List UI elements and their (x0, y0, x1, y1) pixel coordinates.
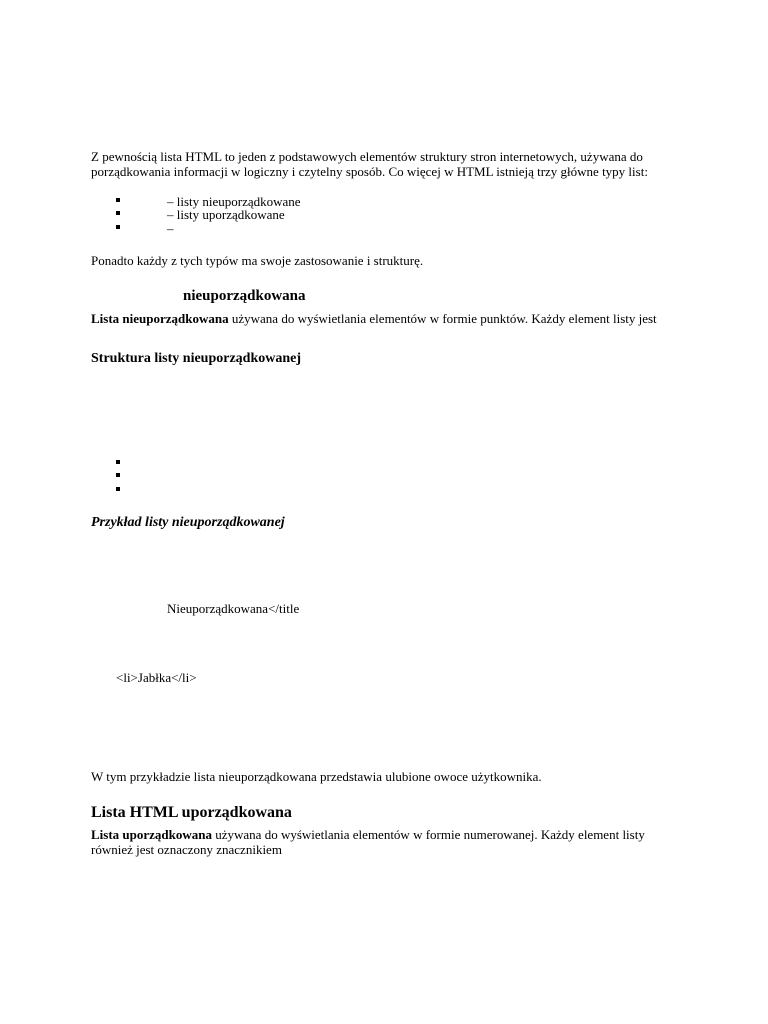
ordered-description-rest: używana do wyświetlania elementów w formie numerowanej. Każdy element listy (212, 827, 645, 842)
ordered-description-bold: Lista uporządkowana (91, 827, 212, 842)
unordered-description-rest: używana do wyświetlania elementów w formie punktów. Każdy element listy jest (228, 311, 657, 326)
bullet-icon (116, 198, 120, 202)
structure-heading: Struktura listy nieuporządkowanej (91, 351, 302, 366)
list-item: – listy uporządkowane (167, 207, 285, 222)
bullet-icon (116, 473, 120, 477)
list-item: – listy nieuporządkowane (167, 194, 301, 209)
unordered-heading: nieuporządkowana (183, 288, 306, 304)
summary-text: Ponadto każdy z tych typów ma swoje zastosowanie i strukturę. (91, 253, 424, 268)
code-li-line: <li>Jabłka</li> (116, 670, 197, 685)
ordered-description (91, 827, 645, 842)
list-item: – (167, 221, 174, 236)
conclusion-text: W tym przykładzie lista nieuporządkowana przedstawia ulubione owoce użytkownika. (91, 769, 542, 784)
bullet-icon (116, 460, 120, 464)
bullet-icon (116, 487, 120, 491)
bullet-icon (116, 211, 120, 215)
code-title-line: Nieuporządkowana</title (167, 601, 300, 616)
unordered-description-bold: Lista nieuporządkowana (91, 311, 229, 326)
unordered-description (91, 311, 657, 326)
example-heading: Przykład listy nieuporządkowanej (91, 515, 285, 530)
bullet-icon (116, 225, 120, 229)
intro-line-1: Z pewnością lista HTML to jeden z podstawowych elementów struktury stron internetowych, używana do (91, 149, 643, 164)
intro-line-2: porządkowania informacji w logiczny i czytelny sposób. Co więcej w HTML istnieją trzy główne typy list: (91, 164, 648, 179)
ordered-description-line-2: również jest oznaczony znacznikiem (91, 842, 282, 857)
ordered-heading: Lista HTML uporządkowana (91, 804, 292, 821)
